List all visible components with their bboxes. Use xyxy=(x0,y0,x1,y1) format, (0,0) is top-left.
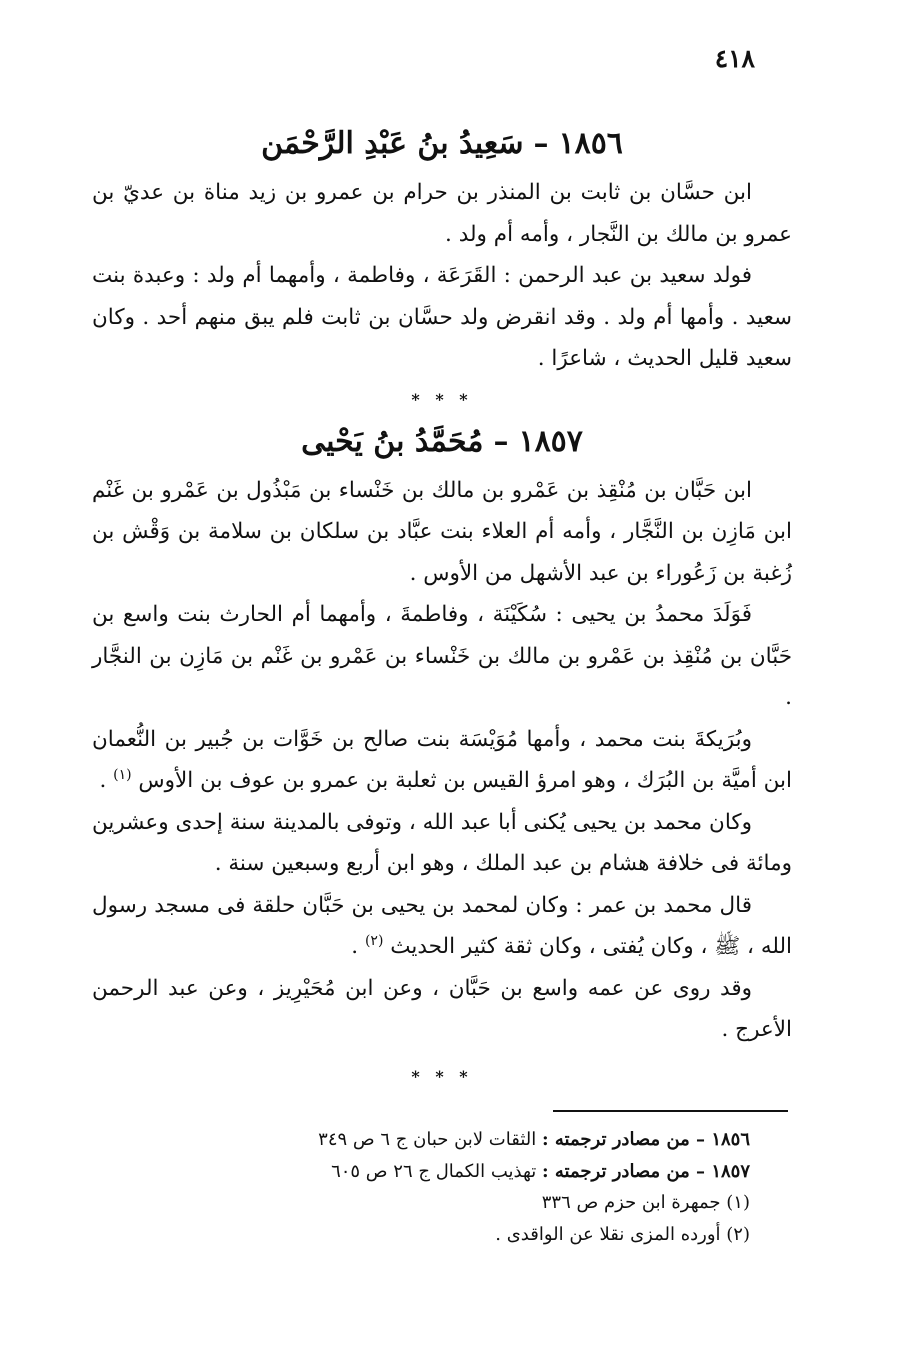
source-note-lead: ١٨٥٦ – من مصادر ترجمته : xyxy=(542,1129,750,1150)
source-note-1857 xyxy=(230,1156,750,1188)
entry-heading xyxy=(92,420,792,464)
footnote-1: (١) جمهرة ابن حزم ص ٣٣٦ xyxy=(541,1192,750,1213)
footnote-marker-1[interactable]: (١) xyxy=(113,766,132,783)
biography-entry-1856 xyxy=(92,122,792,380)
entry-paragraph: ابن حسَّان بن ثابت بن المنذر بن حرام بن عمرو بن زيد مناة بن عديّ بن عمرو بن مالك بن النَّجار ، وأمه أم ولد . xyxy=(92,180,792,247)
footnote-divider xyxy=(553,1110,788,1112)
entry-paragraph: وبُرَيكةَ بنت محمد ، وأمها مُوَيْسَة بنت صالح بن خَوَّات بن جُبير بن النُّعمان ابن أميَّة بن البُرَك ، وهو امرؤ القيس بن ثعلبة بن عمرو بن عوف بن الأوس $^{(١)}$ . xyxy=(92,726,792,793)
paragraph-text: قال محمد بن عمر : وكان لمحمد بن يحيى بن حَبَّان حلقة فى مسجد رسول الله ، ﷺ ، وكان يُفتى ، وكان ثقة كثير الحديث xyxy=(92,892,792,959)
paragraph-text: وبُرَيكةَ بنت محمد ، وأمها مُوَيْسَة بنت صالح بن خَوَّات بن جُبير بن النُّعمان ابن أميَّة بن البُرَك ، وهو امرؤ القيس بن ثعلبة بن عمرو بن عوف بن الأوس xyxy=(92,726,792,793)
page-number: ٤١٨ xyxy=(714,44,755,73)
entry-paragraph: وقد روى عن عمه واسع بن حَبَّان ، وعن ابن مُحَيْرِيز ، وعن عبد الرحمن الأعرج . xyxy=(92,975,792,1042)
source-note-text: الثقات لابن حبان ج ٦ ص ٣٤٩ xyxy=(318,1129,537,1150)
page-body xyxy=(92,122,792,1097)
entry-paragraph: وكان محمد بن يحيى يُكنى أبا عبد الله ، وتوفى بالمدينة سنة إحدى وعشرين ومائة فى خلافة هشام بن عبد الملك ، وهو ابن أربع وسبعين سنة . xyxy=(92,809,792,876)
footnote-2: (٢) أورده المزى نقلا عن الواقدى . xyxy=(495,1223,750,1245)
entry-heading xyxy=(92,122,792,166)
source-note-1856 xyxy=(230,1124,750,1156)
entry-name: مُحَمَّدُ بنُ يَحْيى xyxy=(301,423,484,459)
biography-entry-1857 xyxy=(92,420,792,1051)
entry-paragraph: ابن حَبَّان بن مُنْقِذ بن عَمْرو بن مالك بن خَنْساء بن مَبْذُول بن عَمْرو بن غَنْم ابن مَازِن بن النَّجَّار ، وأمه أم العلاء بنت عبَّاد بن سلكان بن سلامة بن وَقْش بن زُغبة بن زَعُوراء بن عبد الأشهل من الأوس . xyxy=(92,477,792,586)
entry-name: سَعِيدُ بنُ عَبْدِ الرَّحْمَن xyxy=(261,126,524,161)
source-note-text: تهذيب الكمال ج ٢٦ ص ٦٠٥ xyxy=(331,1160,537,1182)
entry-dash: – xyxy=(533,126,549,161)
entry-dash: – xyxy=(493,423,509,459)
footnote-marker-2[interactable]: (٢) xyxy=(364,932,384,949)
entry-paragraph: قال محمد بن عمر : وكان لمحمد بن يحيى بن حَبَّان حلقة فى مسجد رسول الله ، ﷺ ، وكان يُفتى ، وكان ثقة كثير الحديث $^{(٢)}$ . xyxy=(92,892,792,959)
entry-number: ١٨٥٧ xyxy=(518,423,583,459)
source-note-lead: ١٨٥٧ – من مصادر ترجمته : xyxy=(542,1160,750,1182)
section-separator: * * * xyxy=(411,1066,473,1086)
entry-number: ١٨٥٦ xyxy=(558,126,623,161)
entry-paragraph: فَوَلَدَ محمدُ بن يحيى : سُكَيْنَة ، وفاطمةَ ، وأمهما أم الحارث بنت واسع بن حَبَّان بن مُنْقِذ بن عَمْرو بن مالك بن خَنْساء بن عَمْرو بن غَنْم بن مَازِن بن النجَّار . xyxy=(92,602,792,710)
footnotes xyxy=(230,1124,750,1250)
entry-paragraph: فولد سعيد بن عبد الرحمن : القَرَعَة ، وفاطمة ، وأمهما أم ولد : وعبدة بنت سعيد . وأمها أم ولد . وقد انقرض ولد حسَّان بن ثابت فلم يبق منهم أحد . وكان سعيد قليل الحديث ، شاعرًا . xyxy=(92,263,792,371)
section-separator: * * * xyxy=(411,389,473,409)
